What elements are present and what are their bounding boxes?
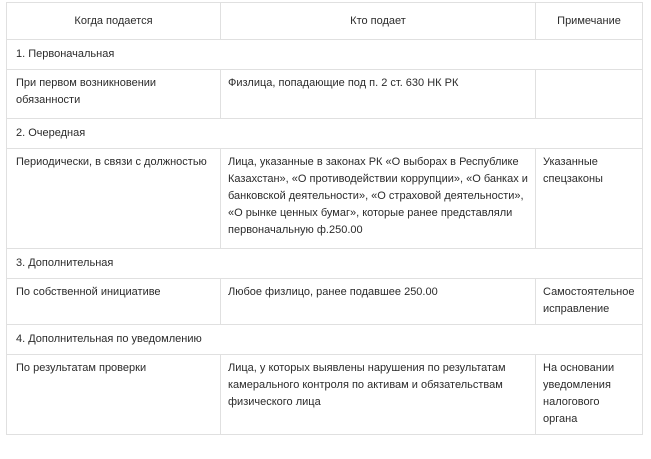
declaration-types-table (6, 2, 643, 435)
cell-note: Указанные спецзаконы (536, 149, 643, 249)
table-row (7, 279, 643, 325)
header-who: Кто подает (221, 3, 536, 40)
cell-who: Физлица, попадающие под п. 2 ст. 630 НК РК (221, 70, 536, 119)
cell-note: Самостоятельное исправление (536, 279, 643, 325)
cell-when: Периодически, в связи с должностью (7, 149, 221, 249)
cell-when: По результатам проверки (7, 355, 221, 435)
header-when: Когда подается (7, 3, 221, 40)
table-row (7, 70, 643, 119)
section-row-regular (7, 119, 643, 149)
cell-note: На основании уведомления налогового органа (536, 355, 643, 435)
table-row (7, 355, 643, 435)
section-row-additional-by-notice (7, 325, 643, 355)
cell-when: По собственной инициативе (7, 279, 221, 325)
header-note: Примечание (536, 3, 643, 40)
section-title: 1. Первоначальная (7, 40, 643, 70)
table-row (7, 149, 643, 249)
table-header-row (7, 3, 643, 40)
section-title: 2. Очередная (7, 119, 643, 149)
section-title: 3. Дополнительная (7, 249, 643, 279)
section-row-additional (7, 249, 643, 279)
cell-who: Любое физлицо, ранее подавшее 250.00 (221, 279, 536, 325)
cell-note (536, 70, 643, 119)
section-title: 4. Дополнительная по уведомлению (7, 325, 643, 355)
section-row-initial (7, 40, 643, 70)
cell-when: При первом возникновении обязанности (7, 70, 221, 119)
cell-who: Лица, у которых выявлены нарушения по результатам камерального контроля по активам и обязательствам физического лица (221, 355, 536, 435)
cell-who: Лица, указанные в законах РК «О выборах в Республике Казахстан», «О противодействии коррупции», «О банках и банковской деятельности», «О страховой деятельности», «О рынке ценных бумаг», которые ранее представляли первоначальную ф.250.00 (221, 149, 536, 249)
